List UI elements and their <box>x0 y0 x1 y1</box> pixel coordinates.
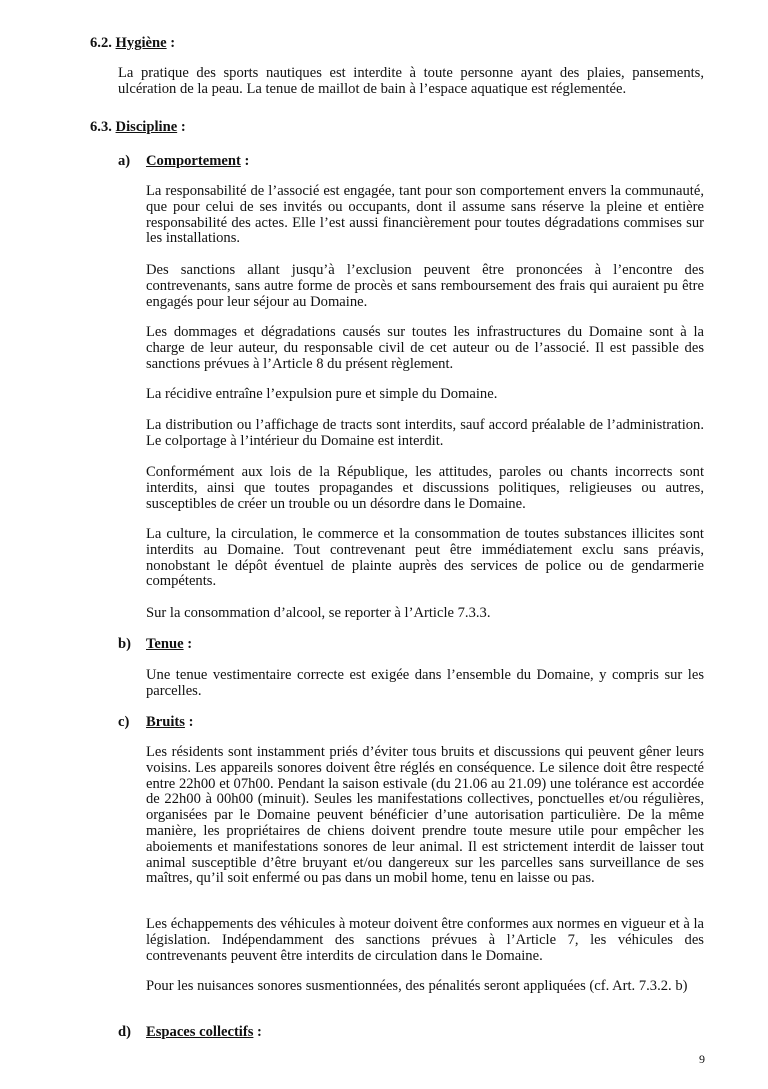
heading-colon: : <box>253 1024 262 1040</box>
paragraph: Pour les nuisances sonores susmentionnées, des pénalités seront appliquées (cf. Art. 7.3.2. b) <box>146 978 688 994</box>
subsection-heading-espaces-collectifs <box>118 1025 262 1041</box>
heading-colon: : <box>166 35 176 51</box>
paragraph: La pratique des sports nautiques est interdite à toute personne ayant des plaies, pansements, ulcération de la peau. La tenue de maillot de bain à l’espace aquatique est réglementée. <box>118 65 704 97</box>
subsection-heading-comportement <box>118 154 249 170</box>
subsection-letter: d) <box>118 1024 131 1040</box>
section-number: 6.2. <box>90 35 112 51</box>
paragraph: La distribution ou l’affichage de tracts sont interdits, sauf accord préalable de l’administration. Le colportage à l’intérieur du Domaine est interdit. <box>146 417 704 449</box>
paragraph: Une tenue vestimentaire correcte est exigée dans l’ensemble du Domaine, y compris sur les parcelles. <box>146 667 704 699</box>
section-number: 6.3. <box>90 119 112 135</box>
subsection-letter: c) <box>118 714 130 730</box>
subsection-title: Comportement <box>146 153 241 169</box>
section-title: Hygiène <box>115 35 167 51</box>
paragraph: Conformément aux lois de la République, les attitudes, paroles ou chants incorrects sont interdits, ainsi que toutes propagandes et discussions politiques, religieuses ou autres, susceptibles de créer un trouble ou un désordre dans le Domaine. <box>146 464 704 512</box>
heading-colon: : <box>240 153 250 169</box>
section-heading-hygiene <box>90 36 175 52</box>
heading-colon: : <box>177 119 186 135</box>
subsection-heading-bruits <box>118 715 193 731</box>
subsection-letter: b) <box>118 636 131 652</box>
subsection-heading-tenue <box>118 637 192 653</box>
paragraph: La culture, la circulation, le commerce et la consommation de toutes substances illicites sont interdits au Domaine. Tout contrevenant peut être immédiatement exclu sans préavis, nonobstant le dépôt éventuel de plainte auprès des services de police ou de gendarmerie compétents. <box>146 526 704 590</box>
paragraph: La responsabilité de l’associé est engagée, tant pour son comportement envers la communauté, que pour celui de ses invités ou occupants, dont il assume sans réserve la pleine et entière responsabilité des actes. Elle l’est aussi financièrement pour toutes dégradations commises sur les installations. <box>146 183 704 247</box>
heading-colon: : <box>183 636 193 652</box>
paragraph: Les échappements des véhicules à moteur doivent être conformes aux normes en vigueur et à la législation. Indépendamment des sanctions prévues à l’Article 7, les véhicules des contrevenants peuvent être interdits de circulation dans le Domaine. <box>146 916 705 964</box>
section-title: Discipline <box>115 119 178 135</box>
subsection-letter: a) <box>118 153 131 169</box>
subsection-title: Espaces collectifs <box>146 1024 254 1040</box>
subsection-title: Tenue <box>146 636 184 652</box>
section-heading-discipline <box>90 120 186 136</box>
paragraph: La récidive entraîne l’expulsion pure et simple du Domaine. <box>146 386 498 402</box>
paragraph: Sur la consommation d’alcool, se reporter à l’Article 7.3.3. <box>146 605 491 621</box>
page-number: 9 <box>699 1052 705 1066</box>
paragraph: Des sanctions allant jusqu’à l’exclusion peuvent être prononcées à l’encontre des contrevenants, sans autre forme de procès et sans remboursement des frais qui auraient pu être engagés pour leur séjour au Domaine. <box>146 262 704 310</box>
subsection-title: Bruits <box>146 714 185 730</box>
paragraph: Les dommages et dégradations causés sur toutes les infrastructures du Domaine sont à la charge de leur auteur, du responsable civil de cet auteur ou de l’associé. Il est passible des sanctions prévues à l’Article 8 du présent règlement. <box>146 324 704 372</box>
heading-colon: : <box>184 714 194 730</box>
paragraph: Les résidents sont instamment priés d’éviter tous bruits et discussions qui peuvent gêner leurs voisins. Les appareils sonores doivent être réglés en conséquence. Le silence doit être respecté entre 22h00 et 07h00. Pendant la saison estivale (du 21.06 au 21.09) une tolérance est accordée de 22h00 à 00h00 (minuit). Seules les manifestations collectives, ponctuelles et/ou régulières, organisées par le Domaine peuvent bénéficier d’une autorisation particulière. De la même manière, les propriétaires de chiens doivent prendre toute mesure utile pour empêcher les aboiements et manifestations sonores de leur animal. Il est strictement interdit de laisser tout animal susceptible d’être bruyant et/ou dangereux sur les parcelles sans surveillance de ses maîtres, qu’il soit enfermé ou pas dans un mobil home, tenu en laisse ou pas. <box>146 744 704 887</box>
